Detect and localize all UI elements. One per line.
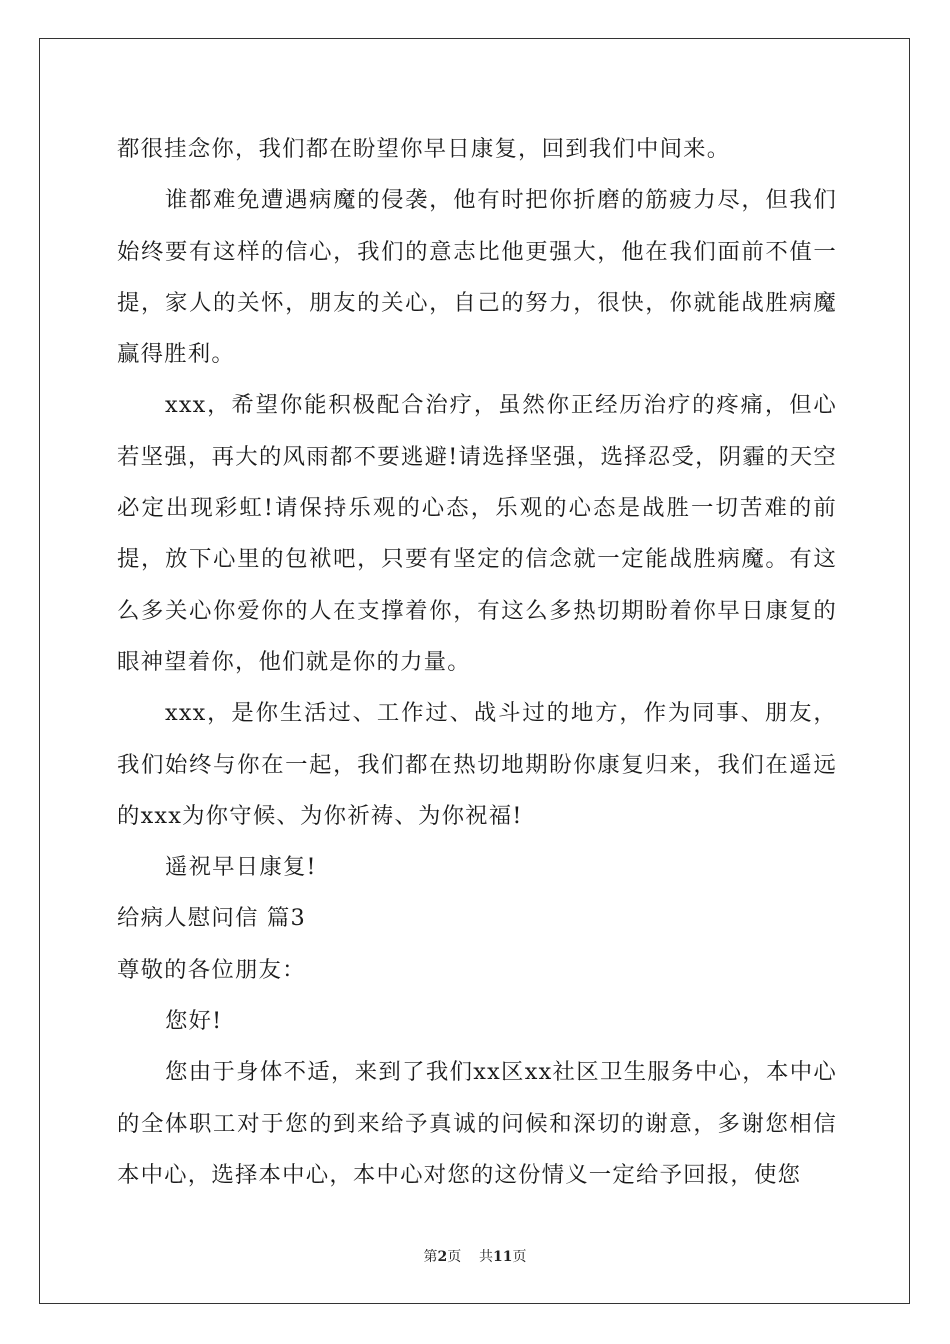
- salutation: 尊敬的各位朋友：: [117, 956, 306, 983]
- paragraph: xxx，是你生活过、工作过、战斗过的地方，作为同事、朋友，我们始终与你在一起，我们都在热切地期盼你康复归来，我们在遥远的xxx为你守候、为你祈祷、为你祝福!: [117, 700, 837, 829]
- footer-total-unit: 页: [512, 1249, 527, 1265]
- current-page-number: 2: [437, 1249, 448, 1265]
- section-heading: 给病人慰问信 篇3: [117, 905, 306, 932]
- paragraph: 您由于身体不适，来到了我们xx区xx社区卫生服务中心，本中心的全体职工对于您的到来给予真诚的问候和深切的谢意，多谢您相信本中心，选择本中心，本中心对您的这份情义一定给予回报，使您: [117, 1059, 837, 1188]
- paragraph: xxx，希望你能积极配合治疗，虽然你正经历治疗的疼痛，但心若坚强，再大的风雨都不要逃避!请选择坚强，选择忍受，阴霾的天空必定出现彩虹!请保持乐观的心态，乐观的心态是战胜一切苦难的前提，放下心里的包袱吧，只要有坚定的信念就一定能战胜病魔。有这么多关心你爱你的人在支撑着你，有这么多热切期盼着你早日康复的眼神望着你，他们就是你的力量。: [117, 392, 837, 675]
- footer-total-prefix: 共: [479, 1249, 494, 1265]
- paragraph: 谁都难免遭遇病魔的侵袭，他有时把你折磨的筋疲力尽，但我们始终要有这样的信心，我们的意志比他更强大，他在我们面前不值一提，家人的关怀，朋友的关心，自己的努力，很快，你就能战胜病魔赢得胜利。: [117, 187, 837, 368]
- total-page-count: 11: [493, 1249, 513, 1265]
- greeting: 您好!: [165, 1008, 223, 1035]
- page-footer: [0, 1246, 950, 1266]
- paragraph-closing: 遥祝早日康复!: [165, 854, 317, 881]
- paragraph: 都很挂念你，我们都在盼望你早日康复，回到我们中间来。: [117, 136, 731, 162]
- document-body: [117, 124, 837, 1201]
- footer-prefix: 第: [423, 1249, 438, 1265]
- footer-page-unit: 页: [447, 1249, 462, 1265]
